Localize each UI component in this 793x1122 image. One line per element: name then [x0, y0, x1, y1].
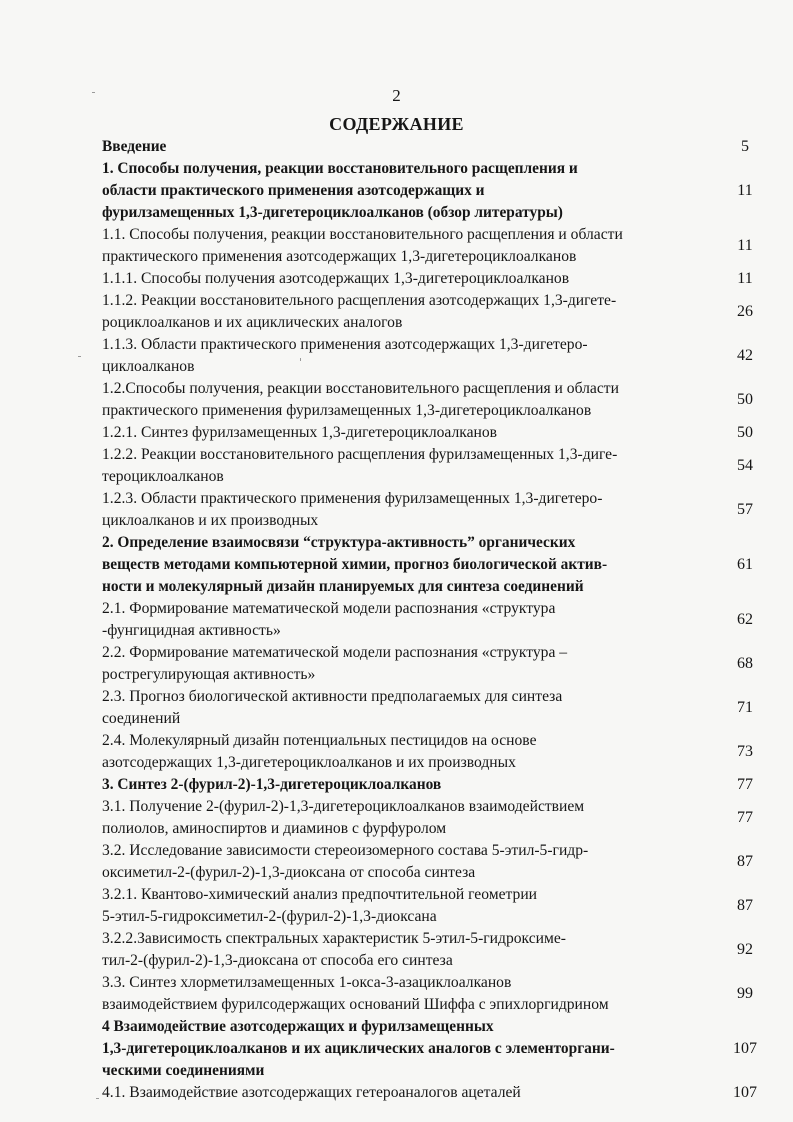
toc-entry-page: 54	[737, 457, 753, 474]
toc-entry-line: ности и молекулярный дизайн планируемых для синтеза соединений	[102, 578, 584, 595]
toc-entry-title	[102, 598, 714, 642]
toc-entry-line: рострегулирующая активность»	[102, 666, 316, 683]
toc-entry-page: 92	[737, 941, 753, 958]
toc-entry-title	[102, 158, 714, 224]
toc-entry-line: 3.2. Исследование зависимости стереоизомерного состава 5-этил-5-гидр-	[102, 842, 589, 859]
toc-entry-line: 3. Синтез 2-(фурил-2)-1,3-дигетероциклоалканов	[102, 776, 442, 793]
toc-entry	[102, 928, 774, 972]
toc-entry-title	[102, 1082, 714, 1104]
toc-entry-title	[102, 840, 714, 884]
toc-entry-line: ческими соединениями	[102, 1062, 265, 1079]
toc-entry	[102, 598, 774, 642]
toc-entry-page: 77	[737, 809, 753, 826]
table-of-contents	[102, 136, 774, 1104]
toc-entry-page: 5	[741, 138, 749, 155]
toc-entry-line: оксиметил-2-(фурил-2)-1,3-диоксана от способа синтеза	[102, 864, 476, 881]
toc-entry	[102, 158, 774, 224]
toc-entry-title	[102, 422, 714, 444]
toc-entry-line: тил-2-(фурил-2)-1,3-диоксана от способа его синтеза	[102, 952, 453, 969]
page-number: 2	[392, 86, 401, 105]
page-title: СОДЕРЖАНИЕ	[329, 114, 464, 134]
toc-entry-line: циклоалканов	[102, 358, 195, 375]
toc-entry-line: практического применения азотсодержащих 1,3-дигетероциклоалканов	[102, 248, 577, 265]
toc-entry-line: 1.1.1. Способы получения азотсодержащих 1,3-дигетероциклоалканов	[102, 270, 570, 287]
toc-entry-page: 68	[737, 655, 753, 672]
toc-entry-title	[102, 730, 714, 774]
toc-entry-title	[102, 928, 714, 972]
toc-entry-title	[102, 774, 714, 796]
toc-entry-page: 26	[737, 303, 753, 320]
toc-entry-line: 3.1. Получение 2-(фурил-2)-1,3-дигетероциклоалканов взаимодействием	[102, 798, 585, 815]
toc-entry-line: 1.1. Способы получения, реакции восстановительного расщепления и области	[102, 226, 623, 243]
toc-entry	[102, 532, 774, 598]
toc-entry-title	[102, 642, 714, 686]
toc-entry	[102, 972, 774, 1016]
toc-entry-page: 57	[737, 501, 753, 518]
toc-entry	[102, 796, 774, 840]
toc-entry-title	[102, 488, 714, 532]
toc-entry-line: тероциклоалканов	[102, 468, 224, 485]
toc-entry-line: роциклоалканов и их ациклических аналогов	[102, 314, 403, 331]
toc-entry	[102, 642, 774, 686]
toc-entry	[102, 422, 774, 444]
toc-entry-line: азотсодержащих 1,3-дигетероциклоалканов и их производных	[102, 754, 516, 771]
toc-entry	[102, 488, 774, 532]
scan-speck	[300, 358, 301, 361]
toc-entry	[102, 268, 774, 290]
toc-entry-line: веществ методами компьютерной химии, прогноз биологической актив-	[102, 556, 608, 573]
toc-entry-line: циклоалканов и их производных	[102, 512, 319, 529]
toc-entry-page: 87	[737, 853, 753, 870]
scan-speck	[92, 92, 95, 93]
toc-entry-line: 2. Определение взаимосвязи “структура-активность” органических	[102, 534, 576, 551]
scan-speck	[96, 1098, 99, 1099]
toc-entry-line: взаимодействием фурилсодержащих оснований Шиффа с эпихлоргидрином	[102, 996, 609, 1013]
toc-entry-line: -фунгицидная активность»	[102, 622, 281, 639]
toc-entry-line: 1,3-дигетероциклоалканов и их ациклических аналогов с элементоргани-	[102, 1040, 615, 1057]
toc-entry	[102, 774, 774, 796]
toc-entry	[102, 1082, 774, 1104]
toc-entry-line: 4.1. Взаимодействие азотсодержащих гетероаналогов ацеталей	[102, 1084, 521, 1101]
toc-entry-page: 50	[737, 391, 753, 408]
toc-entry-title	[102, 686, 714, 730]
toc-entry-line: 5-этил-5-гидроксиметил-2-(фурил-2)-1,3-диоксана	[102, 908, 437, 925]
toc-entry-page: 87	[737, 897, 753, 914]
toc-entry-title	[102, 334, 714, 378]
toc-entry-title	[102, 224, 714, 268]
toc-entry	[102, 136, 774, 158]
toc-entry	[102, 224, 774, 268]
toc-entry-title	[102, 268, 714, 290]
toc-entry-title	[102, 290, 714, 334]
toc-entry-title	[102, 532, 714, 598]
toc-entry-page: 107	[733, 1084, 757, 1101]
toc-entry	[102, 730, 774, 774]
toc-entry-line: 1.2.Способы получения, реакции восстановительного расщепления и области	[102, 380, 619, 397]
toc-entry-title	[102, 796, 714, 840]
toc-entry-title	[102, 1016, 714, 1082]
toc-entry-line: 2.2. Формирование математической модели распознания «структура –	[102, 644, 568, 661]
toc-entry-line: 1.2.3. Области практического применения фурилзамещенных 1,3-дигетеро-	[102, 490, 603, 507]
toc-entry-page: 73	[737, 743, 753, 760]
toc-entry-line: полиолов, аминоспиртов и диаминов с фурфуролом	[102, 820, 447, 837]
toc-entry-page: 11	[737, 182, 753, 199]
toc-entry-page: 11	[737, 270, 753, 287]
toc-entry	[102, 334, 774, 378]
toc-entry-page: 107	[733, 1040, 757, 1057]
toc-entry-line: 3.2.2.Зависимость спектральных характеристик 5-этил-5-гидроксиме-	[102, 930, 566, 947]
scan-speck	[78, 356, 81, 357]
toc-entry-page: 50	[737, 424, 753, 441]
toc-entry-line: 1.1.3. Области практического применения азотсодержащих 1,3-дигетеро-	[102, 336, 588, 353]
toc-entry-line: практического применения фурилзамещенных 1,3-дигетероциклоалканов	[102, 402, 592, 419]
toc-entry-title	[102, 972, 714, 1016]
toc-entry-page: 71	[737, 699, 753, 716]
toc-entry	[102, 686, 774, 730]
toc-entry-line: 2.4. Молекулярный дизайн потенциальных пестицидов на основе	[102, 732, 537, 749]
toc-entry	[102, 378, 774, 422]
toc-entry-page: 11	[737, 237, 753, 254]
toc-entry-title	[102, 378, 714, 422]
toc-entry-line: Введение	[102, 138, 167, 155]
toc-entry-line: 1.2.2. Реакции восстановительного расщепления фурилзамещенных 1,3-диге-	[102, 446, 618, 463]
toc-entry	[102, 1016, 774, 1082]
toc-entry	[102, 840, 774, 884]
toc-entry-page: 99	[737, 985, 753, 1002]
toc-entry-line: 2.1. Формирование математической модели распознания «структура	[102, 600, 556, 617]
toc-entry-line: 4 Взаимодействие азотсодержащих и фурилзамещенных	[102, 1018, 494, 1035]
toc-entry-line: области практического применения азотсодержащих и	[102, 182, 485, 199]
toc-entry-page: 62	[737, 611, 753, 628]
toc-entry-page: 77	[737, 776, 753, 793]
toc-entry-line: 1. Способы получения, реакции восстановительного расщепления и	[102, 160, 578, 177]
toc-entry	[102, 884, 774, 928]
toc-entry-line: 2.3. Прогноз биологической активности предполагаемых для синтеза	[102, 688, 563, 705]
toc-entry-line: фурилзамещенных 1,3-дигетероциклоалканов (обзор литературы)	[102, 204, 563, 221]
toc-entry-title	[102, 136, 714, 158]
toc-entry-line: соединений	[102, 710, 181, 727]
toc-entry	[102, 290, 774, 334]
toc-entry-title	[102, 444, 714, 488]
toc-entry-line: 3.3. Синтез хлорметилзамещенных 1-окса-3-азациклоалканов	[102, 974, 512, 991]
toc-entry-line: 1.1.2. Реакции восстановительного расщепления азотсодержащих 1,3-дигете-	[102, 292, 617, 309]
toc-entry	[102, 444, 774, 488]
toc-entry-page: 42	[737, 347, 753, 364]
toc-entry-line: 3.2.1. Квантово-химический анализ предпочтительной геометрии	[102, 886, 538, 903]
toc-entry-title	[102, 884, 714, 928]
toc-entry-page: 61	[737, 556, 753, 573]
toc-entry-line: 1.2.1. Синтез фурилзамещенных 1,3-дигетероциклоалканов	[102, 424, 498, 441]
